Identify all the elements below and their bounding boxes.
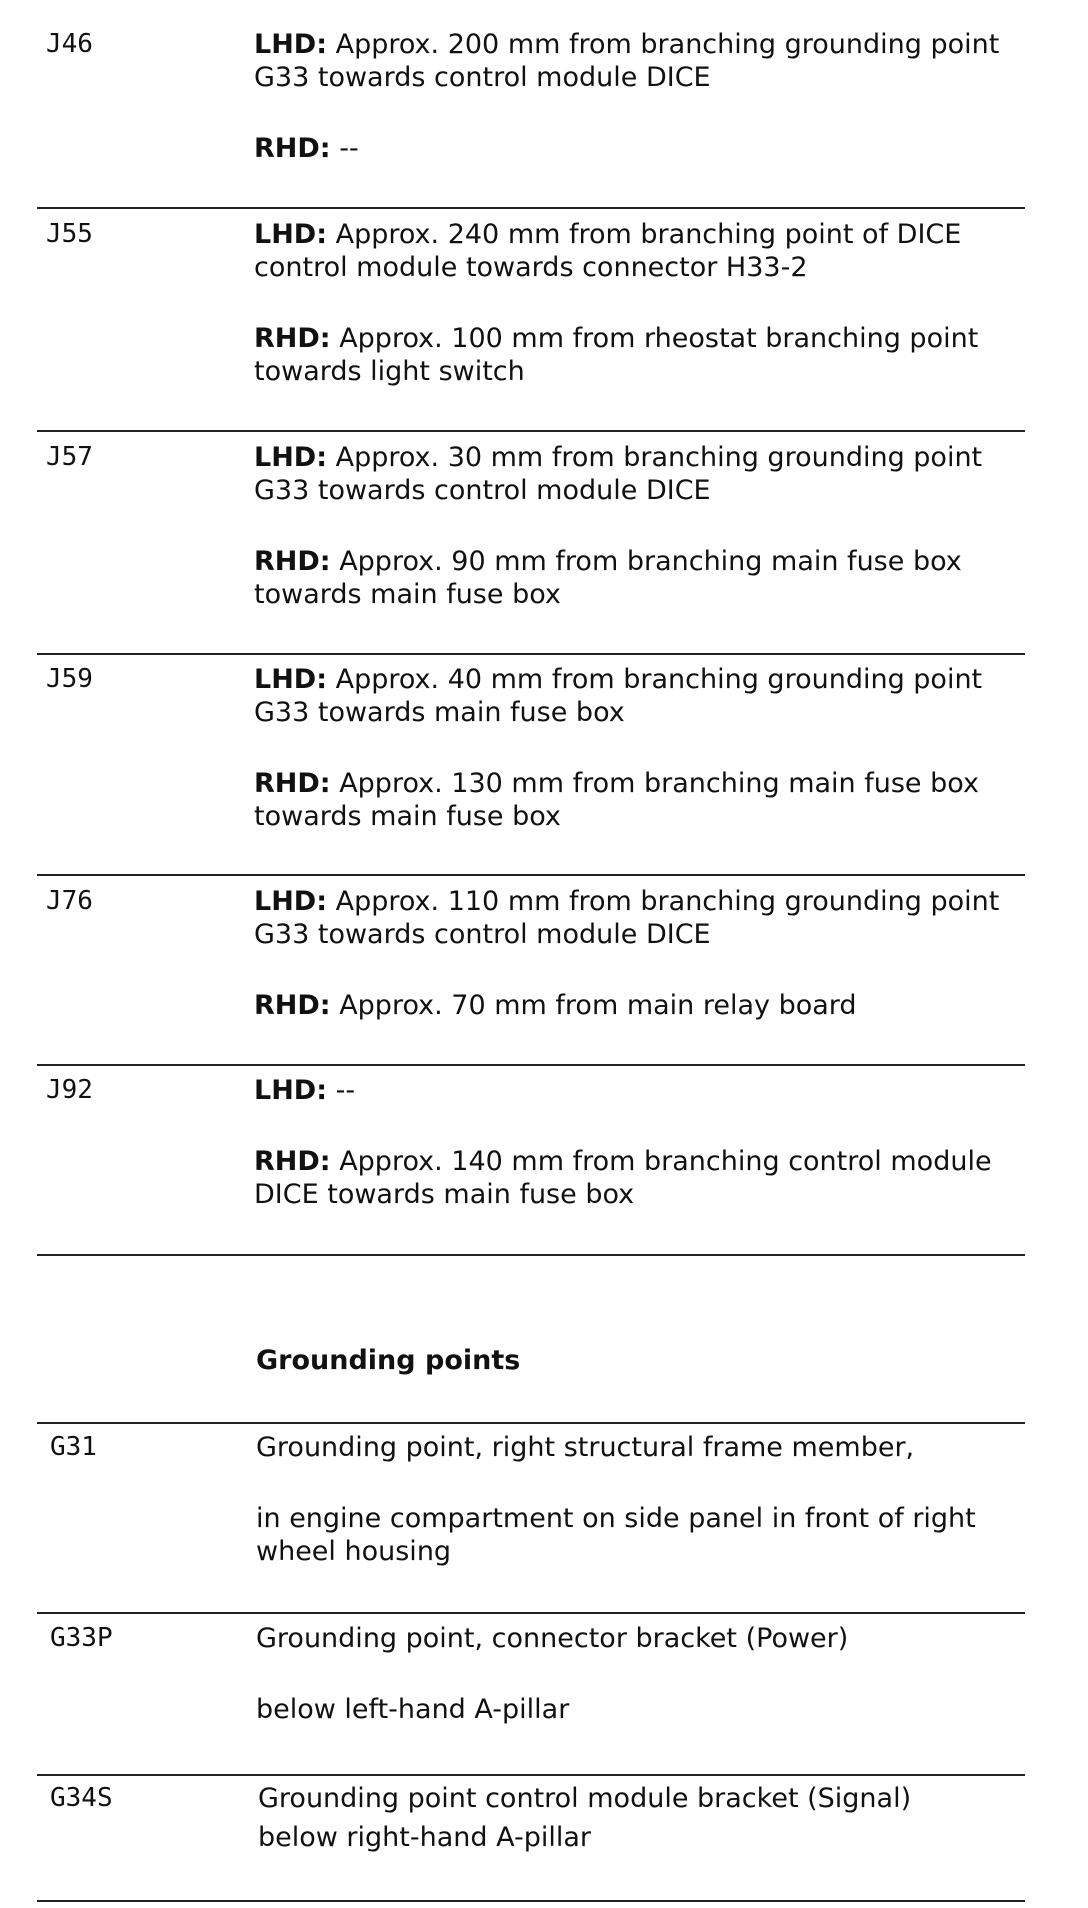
junction-description xyxy=(254,218,1034,388)
divider xyxy=(37,1612,1025,1614)
grounding-line: Grounding point, right structural frame member, xyxy=(256,1432,915,1463)
lhd-label: LHD: xyxy=(254,1075,328,1106)
rhd-paragraph xyxy=(254,545,1034,611)
junction-description xyxy=(254,1074,1034,1211)
rhd-label: RHD: xyxy=(254,133,331,164)
lhd-paragraph xyxy=(254,885,1034,951)
lhd-label: LHD: xyxy=(254,886,328,917)
junction-description xyxy=(254,441,1034,611)
lhd-text: Approx. 240 mm from branching point of DICE control module towards connector H33-2 xyxy=(254,219,962,283)
junction-code: J55 xyxy=(46,219,93,249)
lhd-label: LHD: xyxy=(254,442,328,473)
lhd-text: Approx. 110 mm from branching grounding point G33 towards control module DICE xyxy=(254,886,1000,950)
rhd-paragraph xyxy=(254,132,1034,165)
grounding-line: below right-hand A-pillar xyxy=(258,1822,592,1853)
rhd-text: Approx. 70 mm from main relay board xyxy=(339,990,857,1021)
rhd-label: RHD: xyxy=(254,768,331,799)
junction-code: J76 xyxy=(46,886,93,916)
divider xyxy=(37,874,1025,876)
lhd-label: LHD: xyxy=(254,219,328,250)
rhd-paragraph xyxy=(254,322,1034,388)
junction-code: J57 xyxy=(46,442,93,472)
junction-description xyxy=(254,885,1034,1022)
rhd-text: Approx. 130 mm from branching main fuse box towards main fuse box xyxy=(254,768,979,832)
lhd-paragraph xyxy=(254,663,1034,729)
rhd-paragraph xyxy=(254,767,1034,833)
divider xyxy=(37,1900,1025,1902)
grounding-line: in engine compartment on side panel in front of right wheel housing xyxy=(256,1503,976,1567)
grounding-line: Grounding point, connector bracket (Power) xyxy=(256,1623,849,1654)
lhd-text: Approx. 200 mm from branching grounding point G33 towards control module DICE xyxy=(254,29,1000,93)
section-heading: Grounding points xyxy=(256,1345,521,1376)
rhd-paragraph xyxy=(254,1145,1034,1211)
divider xyxy=(37,1254,1025,1256)
rhd-label: RHD: xyxy=(254,546,331,577)
lhd-paragraph xyxy=(254,441,1034,507)
lhd-paragraph xyxy=(254,1074,1034,1107)
grounding-description xyxy=(256,1431,1036,1568)
rhd-text: -- xyxy=(339,133,359,164)
lhd-paragraph xyxy=(254,28,1034,94)
junction-description xyxy=(254,663,1034,833)
grounding-description xyxy=(258,1782,1038,1854)
divider xyxy=(37,1422,1025,1424)
lhd-label: LHD: xyxy=(254,664,328,695)
rhd-text: Approx. 140 mm from branching control module DICE towards main fuse box xyxy=(254,1146,992,1210)
grounding-description xyxy=(256,1622,1036,1726)
divider xyxy=(37,1774,1025,1776)
junction-code: J59 xyxy=(46,664,93,694)
divider xyxy=(37,653,1025,655)
junction-code: J92 xyxy=(46,1075,93,1105)
rhd-label: RHD: xyxy=(254,323,331,354)
rhd-label: RHD: xyxy=(254,990,331,1021)
lhd-paragraph xyxy=(254,218,1034,284)
divider xyxy=(37,207,1025,209)
rhd-text: Approx. 90 mm from branching main fuse box towards main fuse box xyxy=(254,546,962,610)
grounding-code: G33P xyxy=(50,1623,113,1653)
rhd-text: Approx. 100 mm from rheostat branching point towards light switch xyxy=(254,323,979,387)
grounding-line: below left-hand A-pillar xyxy=(256,1694,570,1725)
lhd-text: Approx. 40 mm from branching grounding point G33 towards main fuse box xyxy=(254,664,983,728)
divider xyxy=(37,430,1025,432)
grounding-code: G34S xyxy=(50,1783,113,1813)
junction-code: J46 xyxy=(46,29,93,59)
junction-description xyxy=(254,28,1034,165)
lhd-text: Approx. 30 mm from branching grounding point G33 towards control module DICE xyxy=(254,442,983,506)
grounding-code: G31 xyxy=(50,1432,97,1462)
rhd-paragraph xyxy=(254,989,1034,1022)
rhd-label: RHD: xyxy=(254,1146,331,1177)
divider xyxy=(37,1064,1025,1066)
grounding-line: Grounding point control module bracket (Signal) xyxy=(258,1783,912,1814)
lhd-label: LHD: xyxy=(254,29,328,60)
lhd-text: -- xyxy=(335,1075,356,1106)
